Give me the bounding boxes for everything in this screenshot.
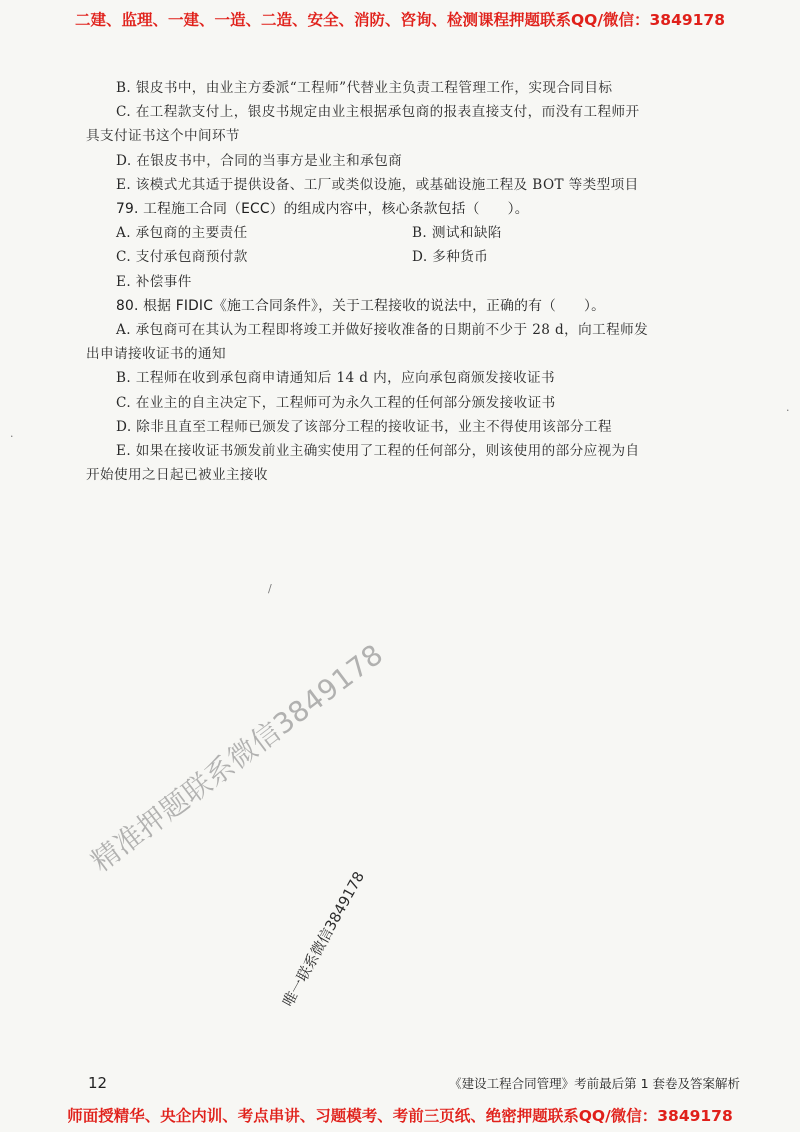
text-line: 具支付证书这个中间环节 [86, 128, 240, 145]
q79-option-a: A. 承包商的主要责任 [116, 225, 248, 242]
page-number: 12 [88, 1074, 108, 1092]
watermark-small: 唯一联系微信3849178 [280, 869, 368, 1010]
watermark-large: 精准押题联系微信3849178 [85, 637, 390, 879]
text-line: 开始使用之日起已被业主接收 [86, 467, 268, 484]
scan-speck: / [268, 582, 272, 595]
text-line: E. 该模式尤其适于提供设备、工厂或类似设施，或基础设施工程及 BOT 等类型项目 [116, 176, 639, 193]
text-line: B. 工程师在收到承包商申请通知后 14 d 内，应向承包商颁发接收证书 [116, 370, 556, 387]
q79-option-c: C. 支付承包商预付款 [116, 249, 248, 266]
q79-options-row [86, 221, 738, 245]
text-line: 出申请接收证书的通知 [86, 346, 226, 363]
text-line: B. 银皮书中，由业主方委派“工程师”代替业主负责工程管理工作，实现合同目标 [116, 80, 613, 96]
q79-option-d: D. 多种货币 [412, 249, 489, 266]
q79-option-e: E. 补偿事件 [116, 273, 192, 290]
scan-speck: · [786, 404, 790, 417]
text-line: E. 如果在接收证书颁发前业主确实使用了工程的任何部分，则该使用的部分应视为自 [116, 443, 640, 460]
text-line: D. 除非且直至工程师已颁发了该部分工程的接收证书，业主不得使用该部分工程 [116, 418, 613, 435]
text-line: C. 在业主的自主决定下，工程师可为永久工程的任何部分颁发接收证书 [116, 394, 556, 411]
question-80: 80. 根据 FIDIC《施工合同条件》，关于工程接收的说法中，正确的有（ ）。 [116, 297, 606, 314]
text-line: D. 在银皮书中，合同的当事方是业主和承包商 [116, 152, 403, 169]
page-content [86, 76, 738, 487]
bottom-banner: 师面授精华、央企内训、考点串讲、习题模考、考前三页纸、绝密押题联系QQ/微信：3849178 [67, 1107, 733, 1125]
scan-speck: · [10, 430, 14, 443]
text-line: A. 承包商可在其认为工程即将竣工并做好接收准备的日期前不少于 28 d，向工程师发 [116, 322, 649, 339]
question-79: 79. 工程施工合同（ECC）的组成内容中，核心条款包括（ ）。 [116, 201, 529, 218]
footer-title: 《建设工程合同管理》考前最后第 1 套卷及答案解析 [449, 1076, 740, 1091]
text-line: C. 在工程款支付上，银皮书规定由业主根据承包商的报表直接支付，而没有工程师开 [116, 104, 640, 121]
q79-option-b: B. 测试和缺陷 [412, 225, 502, 242]
q79-options-row [86, 245, 738, 269]
top-banner: 二建、监理、一建、一造、二造、安全、消防、咨询、检测课程押题联系QQ/微信：3849178 [74, 11, 725, 29]
